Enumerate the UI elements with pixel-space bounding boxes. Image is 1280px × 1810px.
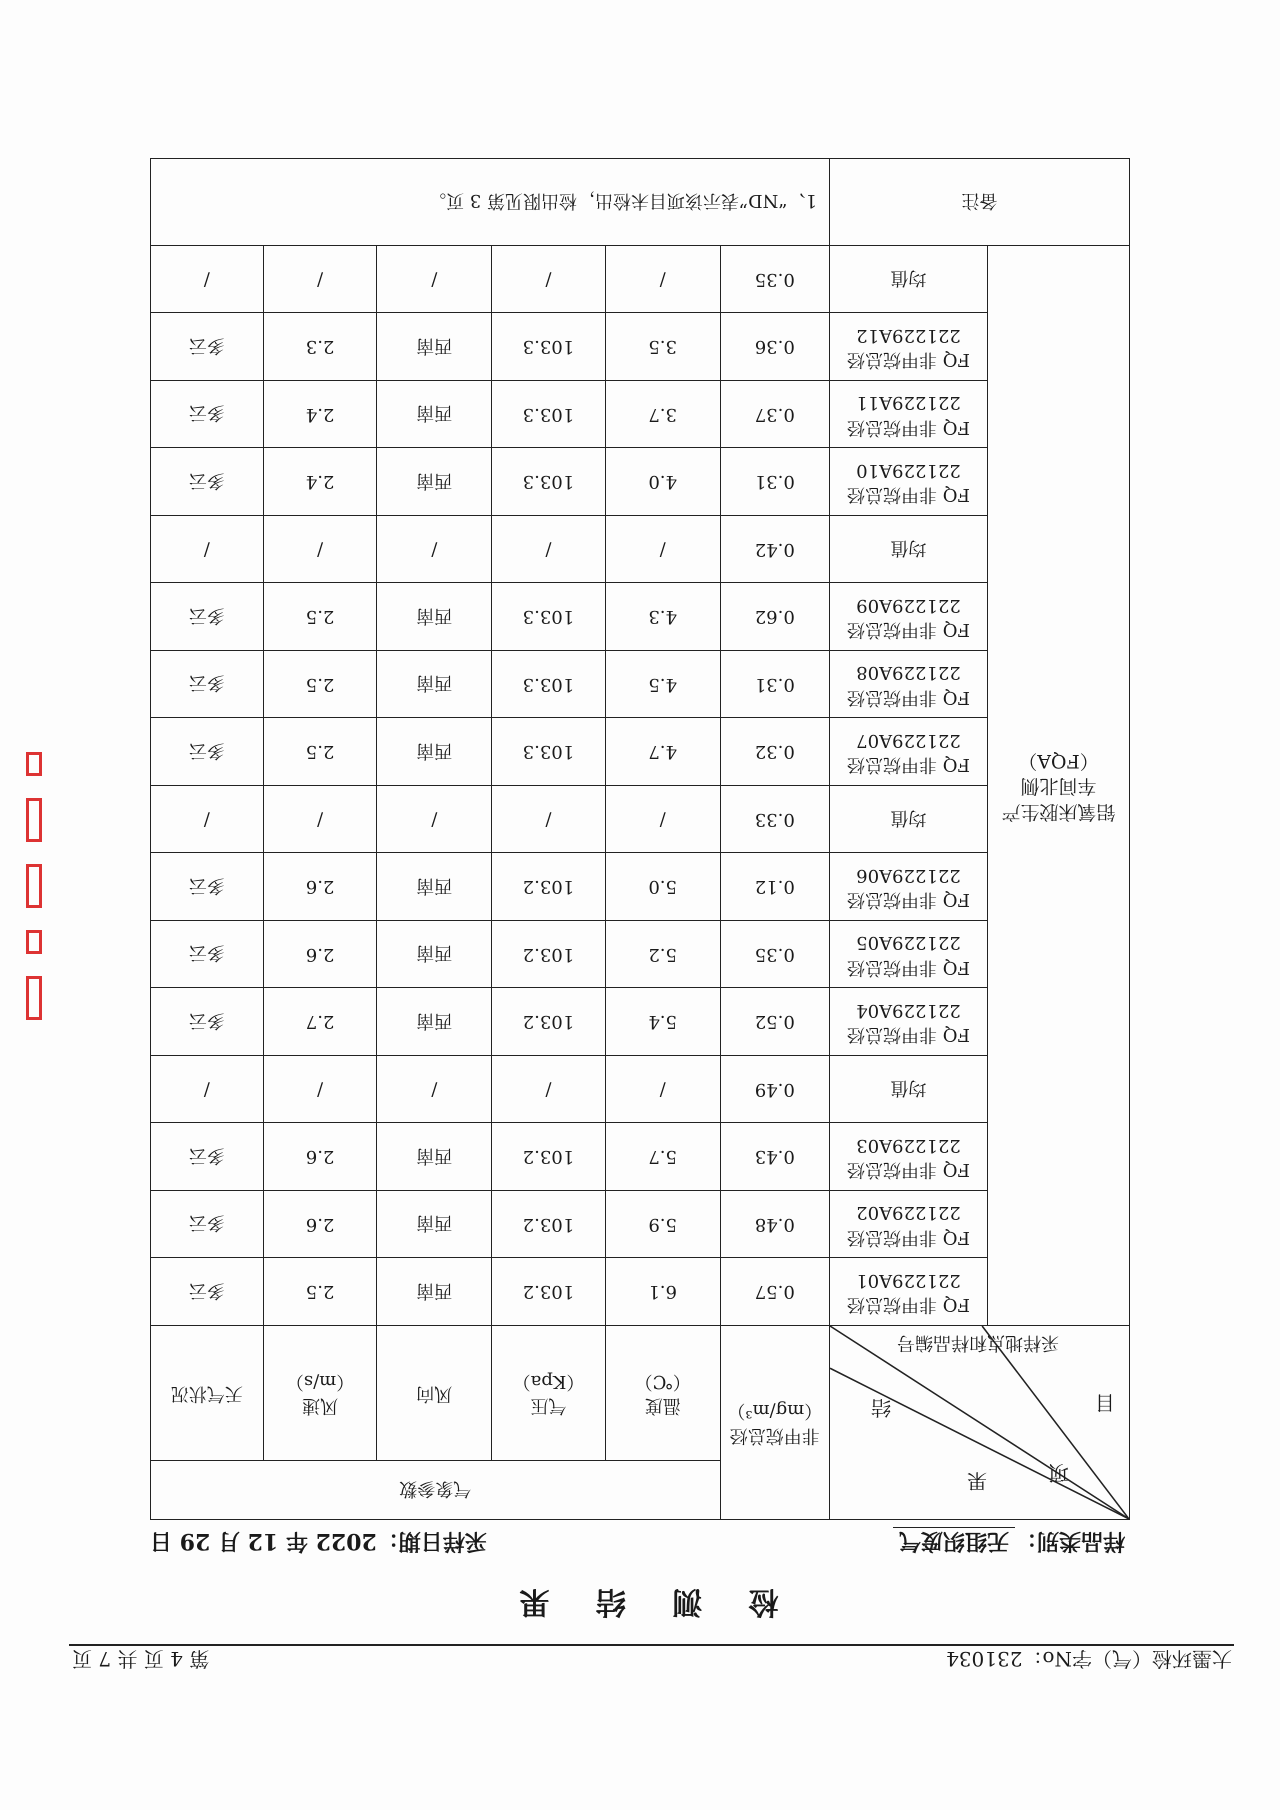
empty-slash: / (492, 786, 606, 854)
sample-code: 221229A08 (856, 662, 961, 684)
wind-speed-value: 2.6 (263, 1191, 377, 1259)
remark-text: 1、“ND”表示该项目未检出，检出限见第 3 页。 (151, 159, 830, 246)
empty-slash: / (377, 1056, 492, 1124)
results-table (150, 158, 1130, 1520)
average-row (151, 246, 1130, 314)
sample-code: 221229A11 (856, 392, 961, 414)
nmhc-value: 0.35 (720, 921, 829, 989)
temperature-value: 4.5 (605, 651, 720, 719)
wind-direction-value: 西南 (377, 448, 492, 516)
pressure-value: 103.2 (492, 921, 606, 989)
table-row (151, 1123, 1130, 1191)
nmhc-average: 0.42 (720, 516, 829, 584)
empty-slash: / (151, 516, 264, 584)
pressure-value: 103.2 (492, 1191, 606, 1259)
empty-slash: / (605, 246, 720, 314)
pressure-value: 103.2 (492, 988, 606, 1056)
pressure-value: 103.2 (492, 1258, 606, 1326)
empty-slash: / (377, 246, 492, 314)
sampling-date-label: 采样日期： (376, 1528, 487, 1554)
nmhc-value: 0.36 (720, 313, 829, 381)
sample-code: 221229A02 (856, 1202, 961, 1224)
temperature-value: 5.4 (605, 988, 720, 1056)
empty-slash: / (151, 786, 264, 854)
table-row (151, 651, 1130, 719)
sample-id (830, 448, 988, 516)
corner-row-label: 采样地点和样品编号 (897, 1332, 1059, 1353)
report-number: 大墨环检（气）字No：231034 (946, 1647, 1232, 1671)
meteo-group-header: 气象参数 (151, 1461, 721, 1520)
wind-speed-value: 2.5 (263, 718, 377, 786)
sample-name: FQ 非甲烷总烃 (846, 754, 970, 776)
meteo-header-name: 温度 (644, 1395, 681, 1417)
meteo-header (492, 1326, 606, 1461)
empty-slash: / (377, 516, 492, 584)
sample-code: 221229A04 (856, 999, 961, 1021)
empty-slash: / (492, 516, 606, 584)
table-row (151, 921, 1130, 989)
nmhc-value: 0.43 (720, 1123, 829, 1191)
sample-code: 221229A06 (856, 864, 961, 886)
sample-id (830, 1191, 988, 1259)
sample-id (830, 381, 988, 449)
weather-value: 多云 (151, 988, 264, 1056)
wind-speed-value: 2.5 (263, 651, 377, 719)
weather-value: 多云 (151, 921, 264, 989)
empty-slash: / (605, 786, 720, 854)
empty-slash: / (151, 1056, 264, 1124)
sampling-location: 铝氧床胶生产车间北侧（FQA） (987, 246, 1129, 1326)
sample-code: 221229A03 (856, 1134, 961, 1156)
meteo-header-unit: （℃） (634, 1371, 691, 1392)
nmhc-value: 0.37 (720, 381, 829, 449)
weather-value: 多云 (151, 1123, 264, 1191)
meteo-header (377, 1326, 492, 1461)
wind-direction-value: 西南 (377, 313, 492, 381)
sample-name: FQ 非甲烷总烃 (846, 484, 970, 506)
weather-value: 多云 (151, 583, 264, 651)
remark-label: 备注 (830, 159, 1130, 246)
sample-id (830, 651, 988, 719)
temperature-value: 4.3 (605, 583, 720, 651)
empty-slash: / (263, 516, 377, 584)
nmhc-value: 0.52 (720, 988, 829, 1056)
weather-value: 多云 (151, 718, 264, 786)
average-label: 均值 (830, 1056, 988, 1124)
sample-name: FQ 非甲烷总烃 (846, 416, 970, 438)
empty-slash: / (492, 1056, 606, 1124)
empty-slash: / (605, 516, 720, 584)
page-title: 检 测 结 果 (501, 1584, 779, 1619)
nmhc-value: 0.31 (720, 448, 829, 516)
temperature-value: 3.7 (605, 381, 720, 449)
sample-name: FQ 非甲烷总烃 (846, 349, 970, 371)
header-rule (69, 1644, 1234, 1646)
pressure-value: 103.3 (492, 718, 606, 786)
meteo-header (151, 1326, 264, 1461)
sample-type (893, 1527, 1125, 1558)
page-header (72, 1645, 1232, 1675)
meteo-header-name: 风速 (302, 1395, 339, 1417)
wind-speed-value: 2.6 (263, 853, 377, 921)
nmhc-value: 0.12 (720, 853, 829, 921)
remark-row (151, 159, 1130, 246)
sampling-date-value: 2022 年 12 月 29 日 (150, 1528, 377, 1554)
temperature-value: 5.7 (605, 1123, 720, 1191)
temperature-value: 6.1 (605, 1258, 720, 1326)
meteo-header-name: 天气状况 (170, 1383, 243, 1405)
wind-direction-value: 西南 (377, 718, 492, 786)
sample-name: FQ 非甲烷总烃 (846, 956, 970, 978)
temperature-value: 4.7 (605, 718, 720, 786)
sample-type-value: 无组织废气 (893, 1527, 1015, 1554)
corner-label-fruit: 果 (967, 1469, 987, 1493)
empty-slash: / (492, 246, 606, 314)
nmhc-value: 0.62 (720, 583, 829, 651)
sample-id (830, 718, 988, 786)
wind-direction-value: 西南 (377, 1191, 492, 1259)
wind-speed-value: 2.7 (263, 988, 377, 1056)
nmhc-average: 0.49 (720, 1056, 829, 1124)
nmhc-header-name: 非甲烷总烃 (729, 1424, 820, 1446)
table-row (151, 1258, 1130, 1326)
empty-slash: / (377, 786, 492, 854)
table-row (151, 448, 1130, 516)
weather-value: 多云 (151, 313, 264, 381)
sample-name: FQ 非甲烷总烃 (846, 1159, 970, 1181)
sample-id (830, 853, 988, 921)
average-label: 均值 (830, 246, 988, 314)
wind-speed-value: 2.5 (263, 1258, 377, 1326)
wind-speed-value: 2.3 (263, 313, 377, 381)
sample-code: 221229A05 (856, 932, 961, 954)
pressure-value: 103.3 (492, 448, 606, 516)
sample-name: FQ 非甲烷总烃 (846, 1024, 970, 1046)
empty-slash: / (151, 246, 264, 314)
average-row (151, 1056, 1130, 1124)
nmhc-value: 0.57 (720, 1258, 829, 1326)
sampling-date (150, 1527, 487, 1558)
nmhc-value: 0.48 (720, 1191, 829, 1259)
pressure-value: 103.2 (492, 1123, 606, 1191)
average-label: 均值 (830, 786, 988, 854)
wind-speed-value: 2.6 (263, 1123, 377, 1191)
sample-id (830, 1258, 988, 1326)
corner-label-mu: 目 (1095, 1391, 1115, 1415)
pressure-value: 103.3 (492, 583, 606, 651)
nmhc-average: 0.35 (720, 246, 829, 314)
empty-slash: / (263, 1056, 377, 1124)
meteo-header (605, 1326, 720, 1461)
weather-value: 多云 (151, 651, 264, 719)
temperature-value: 5.0 (605, 853, 720, 921)
sample-id (830, 988, 988, 1056)
sample-type-label: 样品类别： (1014, 1528, 1125, 1554)
corner-header (830, 1326, 1130, 1520)
sample-name: FQ 非甲烷总烃 (846, 889, 970, 911)
table-row (151, 853, 1130, 921)
weather-value: 多云 (151, 448, 264, 516)
nmhc-average: 0.33 (720, 786, 829, 854)
table-row (151, 1191, 1130, 1259)
temperature-value: 5.2 (605, 921, 720, 989)
pressure-value: 103.2 (492, 853, 606, 921)
sample-name: FQ 非甲烷总烃 (846, 1226, 970, 1248)
report-meta (150, 1528, 1125, 1558)
sample-code: 221229A07 (856, 729, 961, 751)
weather-value: 多云 (151, 1258, 264, 1326)
empty-slash: / (605, 1056, 720, 1124)
wind-speed-value: 2.4 (263, 381, 377, 449)
meteo-header-name: 风向 (416, 1383, 453, 1405)
page-number: 第 4 页 共 7 页 (72, 1647, 210, 1671)
sample-id (830, 583, 988, 651)
sample-name: FQ 非甲烷总烃 (846, 686, 970, 708)
table-row (151, 313, 1130, 381)
wind-direction-value: 西南 (377, 381, 492, 449)
meteo-header-name: 气压 (530, 1395, 567, 1417)
temperature-value: 5.9 (605, 1191, 720, 1259)
wind-speed-value: 2.6 (263, 921, 377, 989)
wind-direction-value: 西南 (377, 651, 492, 719)
average-row (151, 516, 1130, 584)
table-row (151, 988, 1130, 1056)
sample-name: FQ 非甲烷总烃 (846, 619, 970, 641)
table-row (151, 381, 1130, 449)
wind-direction-value: 西南 (377, 1123, 492, 1191)
nmhc-value: 0.32 (720, 718, 829, 786)
meteo-header-unit: （Kpa） (512, 1371, 585, 1392)
sample-id (830, 1123, 988, 1191)
corner-label-result: 结 (871, 1396, 891, 1420)
wind-speed-value: 2.5 (263, 583, 377, 651)
sample-name: FQ 非甲烷总烃 (846, 1294, 970, 1316)
corner-label-item: 项 (1049, 1461, 1069, 1485)
pressure-value: 103.3 (492, 651, 606, 719)
wind-direction-value: 西南 (377, 853, 492, 921)
nmhc-value: 0.31 (720, 651, 829, 719)
table-row (151, 583, 1130, 651)
wind-direction-value: 西南 (377, 1258, 492, 1326)
sample-id (830, 313, 988, 381)
nmhc-header (720, 1326, 829, 1520)
red-stamp-mark (18, 780, 42, 1020)
meteo-header-unit: （m/s） (285, 1371, 355, 1392)
sample-code: 221229A12 (856, 324, 961, 346)
nmhc-header-unit: （mg/m³） (727, 1400, 823, 1422)
weather-value: 多云 (151, 853, 264, 921)
pressure-value: 103.3 (492, 313, 606, 381)
sample-code: 221229A09 (856, 594, 961, 616)
table-row (151, 718, 1130, 786)
temperature-value: 4.0 (605, 448, 720, 516)
sample-code: 221229A10 (856, 459, 961, 481)
wind-direction-value: 西南 (377, 583, 492, 651)
average-row (151, 786, 1130, 854)
sample-code: 221229A01 (856, 1269, 961, 1291)
wind-direction-value: 西南 (377, 988, 492, 1056)
temperature-value: 3.5 (605, 313, 720, 381)
sample-id (830, 921, 988, 989)
weather-value: 多云 (151, 381, 264, 449)
wind-speed-value: 2.4 (263, 448, 377, 516)
empty-slash: / (263, 786, 377, 854)
empty-slash: / (263, 246, 377, 314)
pressure-value: 103.3 (492, 381, 606, 449)
weather-value: 多云 (151, 1191, 264, 1259)
wind-direction-value: 西南 (377, 921, 492, 989)
meteo-header (263, 1326, 377, 1461)
average-label: 均值 (830, 516, 988, 584)
